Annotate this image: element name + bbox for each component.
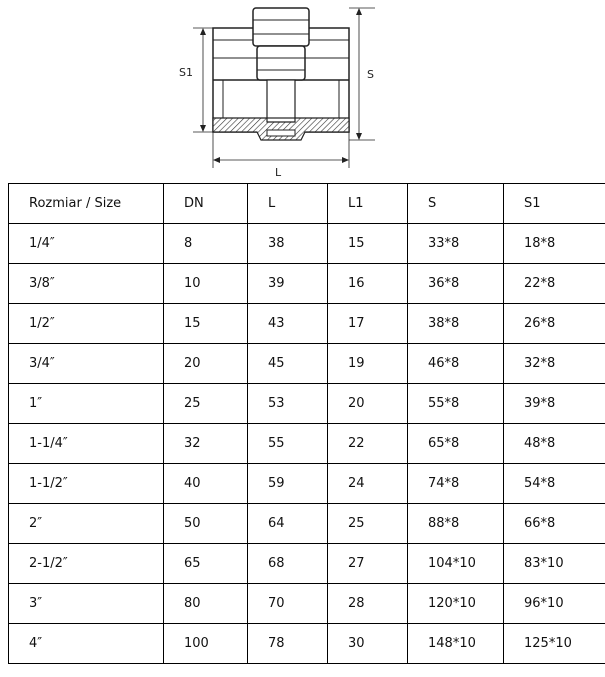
s-label: S — [367, 68, 374, 81]
cell-size: 2-1/2″ — [9, 544, 164, 584]
middle-nut — [257, 46, 305, 80]
cell-dn: 10 — [164, 264, 248, 304]
cell-s: 74*8 — [408, 464, 504, 504]
cell-l: 68 — [248, 544, 328, 584]
s1-label: S1 — [179, 66, 193, 79]
size-specification-table — [8, 183, 605, 664]
cell-s1: 54*8 — [504, 464, 605, 504]
cell-dn: 50 — [164, 504, 248, 544]
header-s1: S1 — [504, 184, 605, 224]
header-l1: L1 — [328, 184, 408, 224]
cell-s: 88*8 — [408, 504, 504, 544]
table-row — [9, 224, 605, 264]
header-dn: DN — [164, 184, 248, 224]
cell-l1: 22 — [328, 424, 408, 464]
cell-l1: 30 — [328, 624, 408, 664]
header-s: S — [408, 184, 504, 224]
cell-l: 45 — [248, 344, 328, 384]
cell-dn: 80 — [164, 584, 248, 624]
cell-dn: 65 — [164, 544, 248, 584]
table-row — [9, 624, 605, 664]
cell-dn: 40 — [164, 464, 248, 504]
cell-l1: 20 — [328, 384, 408, 424]
cell-s1: 32*8 — [504, 344, 605, 384]
cell-l: 64 — [248, 504, 328, 544]
cell-s: 33*8 — [408, 224, 504, 264]
cell-l: 39 — [248, 264, 328, 304]
cell-size: 3/8″ — [9, 264, 164, 304]
cell-l: 55 — [248, 424, 328, 464]
header-size: Rozmiar / Size — [9, 184, 164, 224]
cell-dn: 15 — [164, 304, 248, 344]
cell-dn: 25 — [164, 384, 248, 424]
cell-s1: 125*10 — [504, 624, 605, 664]
table-row — [9, 464, 605, 504]
cell-l1: 27 — [328, 544, 408, 584]
cell-s1: 48*8 — [504, 424, 605, 464]
cell-l: 70 — [248, 584, 328, 624]
cell-s: 46*8 — [408, 344, 504, 384]
cell-size: 1″ — [9, 384, 164, 424]
cell-s: 36*8 — [408, 264, 504, 304]
cell-dn: 100 — [164, 624, 248, 664]
cell-dn: 32 — [164, 424, 248, 464]
cell-l1: 19 — [328, 344, 408, 384]
cell-s1: 26*8 — [504, 304, 605, 344]
table-row — [9, 384, 605, 424]
cell-s: 148*10 — [408, 624, 504, 664]
table-row — [9, 304, 605, 344]
cell-l1: 17 — [328, 304, 408, 344]
cell-l1: 15 — [328, 224, 408, 264]
cell-s: 65*8 — [408, 424, 504, 464]
cell-s1: 22*8 — [504, 264, 605, 304]
table-header-row — [9, 184, 605, 224]
table-row — [9, 544, 605, 584]
cell-s1: 83*10 — [504, 544, 605, 584]
table-row — [9, 584, 605, 624]
top-nut — [253, 8, 309, 46]
cell-l1: 28 — [328, 584, 408, 624]
cell-size: 3/4″ — [9, 344, 164, 384]
cell-l1: 25 — [328, 504, 408, 544]
union-fitting-diagram — [175, 0, 385, 182]
cell-s1: 39*8 — [504, 384, 605, 424]
fitting-technical-drawing — [175, 0, 385, 182]
cell-size: 1/4″ — [9, 224, 164, 264]
inner-bore — [267, 80, 295, 118]
cell-l: 53 — [248, 384, 328, 424]
cell-s1: 96*10 — [504, 584, 605, 624]
cell-size: 2″ — [9, 504, 164, 544]
cell-l: 38 — [248, 224, 328, 264]
cell-s1: 18*8 — [504, 224, 605, 264]
cell-l: 59 — [248, 464, 328, 504]
cell-s: 38*8 — [408, 304, 504, 344]
cell-s: 120*10 — [408, 584, 504, 624]
cell-l1: 16 — [328, 264, 408, 304]
table-row — [9, 264, 605, 304]
cell-size: 1/2″ — [9, 304, 164, 344]
cell-size: 3″ — [9, 584, 164, 624]
cell-l: 43 — [248, 304, 328, 344]
cell-l1: 24 — [328, 464, 408, 504]
table-row — [9, 424, 605, 464]
cell-size: 1-1/4″ — [9, 424, 164, 464]
cell-s1: 66*8 — [504, 504, 605, 544]
header-l: L — [248, 184, 328, 224]
table-row — [9, 504, 605, 544]
cell-dn: 8 — [164, 224, 248, 264]
cell-dn: 20 — [164, 344, 248, 384]
l-label: L — [275, 166, 282, 179]
cell-size: 1-1/2″ — [9, 464, 164, 504]
table-row — [9, 344, 605, 384]
cell-s: 55*8 — [408, 384, 504, 424]
cell-l: 78 — [248, 624, 328, 664]
cell-s: 104*10 — [408, 544, 504, 584]
cell-size: 4″ — [9, 624, 164, 664]
